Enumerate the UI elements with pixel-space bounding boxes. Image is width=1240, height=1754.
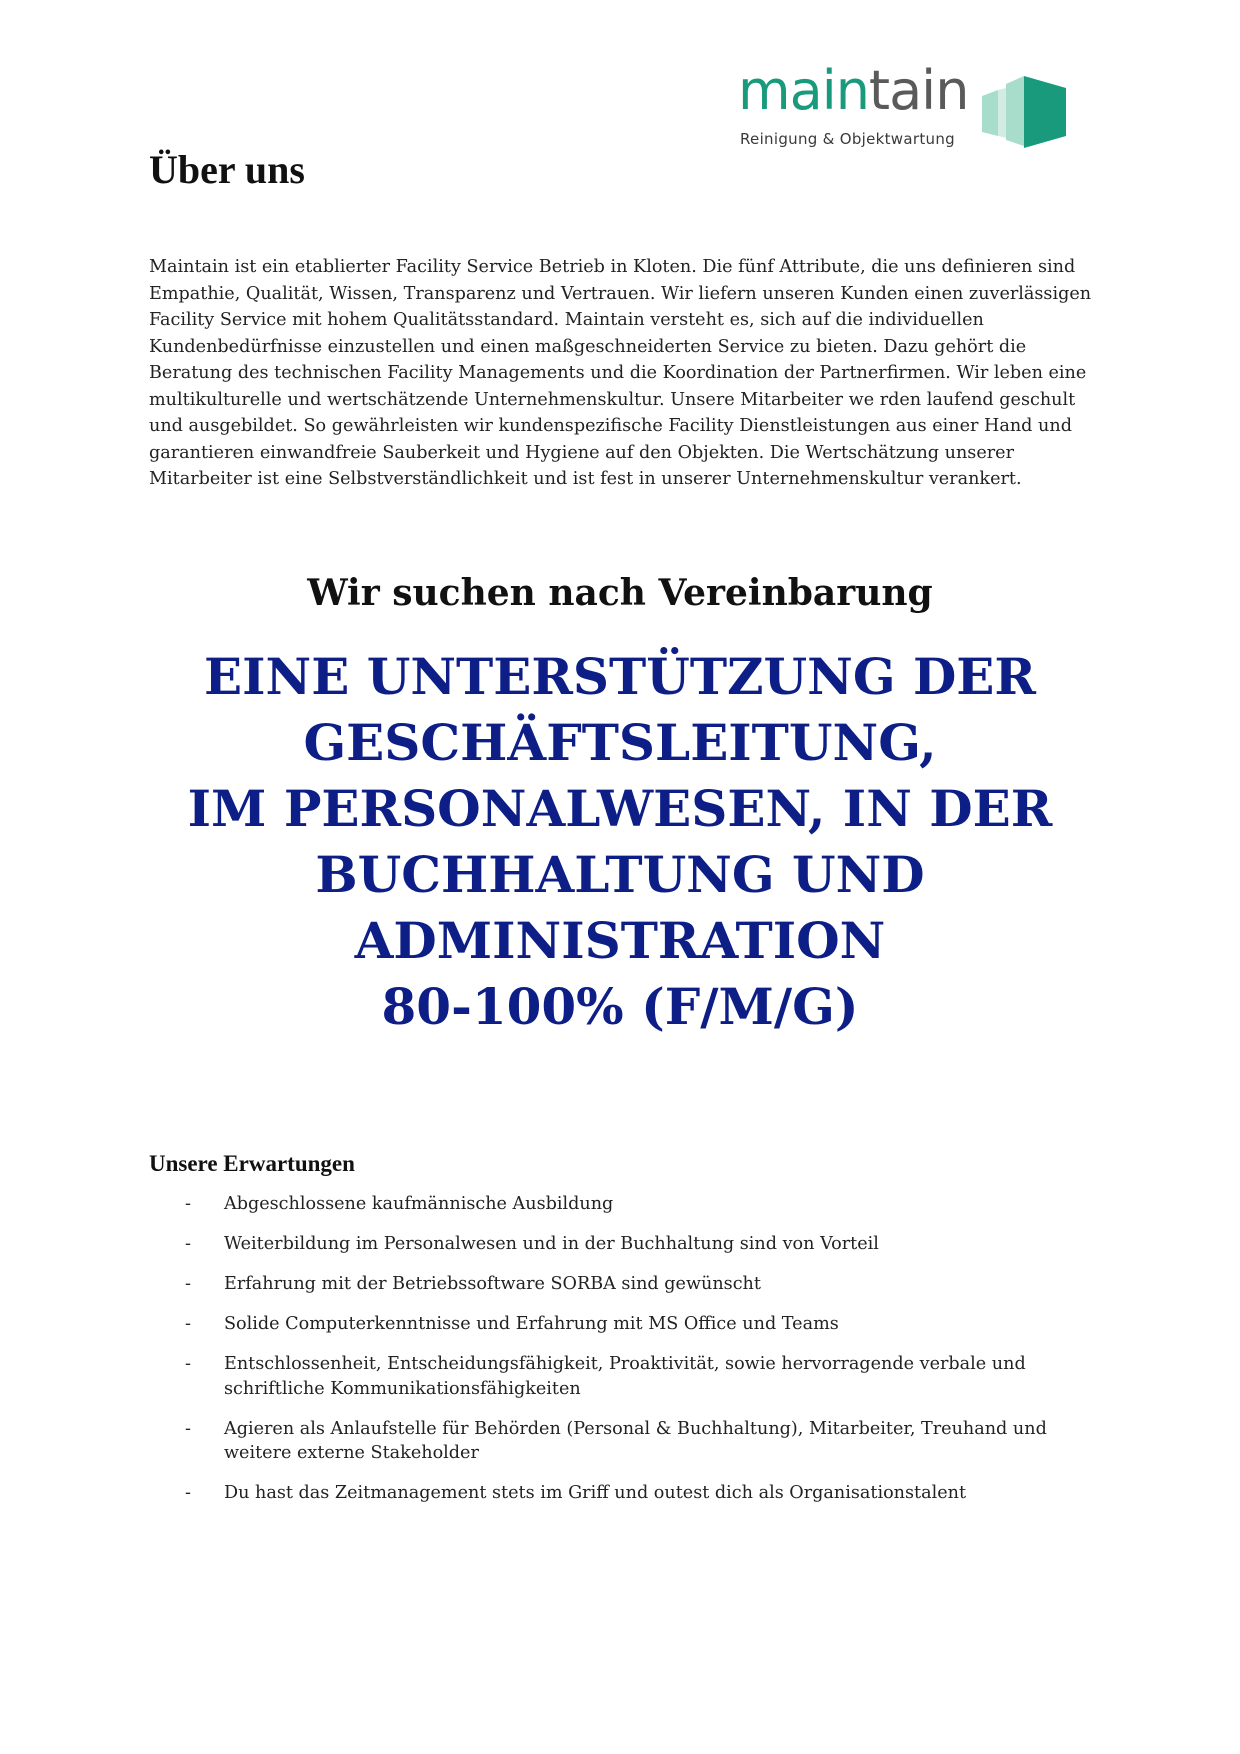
list-item-text: Solide Computerkenntnisse und Erfahrung mit MS Office und Teams <box>224 1314 839 1334</box>
about-heading: Über uns <box>149 147 305 192</box>
search-heading: Wir suchen nach Vereinbarung <box>307 572 933 614</box>
bullet-dash: - <box>185 1418 191 1439</box>
job-title-line: ADMINISTRATION <box>354 911 886 970</box>
list-item-text: Weiterbildung im Personalwesen und in der Buchhaltung sind von Vorteil <box>224 1234 879 1254</box>
job-title-line: 80-100% (F/M/G) <box>381 977 859 1036</box>
job-title-line: BUCHHALTUNG UND <box>315 845 925 904</box>
list-item <box>149 1417 1099 1466</box>
bullet-dash: - <box>185 1354 191 1374</box>
logo-wordmark <box>738 59 969 122</box>
job-title-line: IM PERSONALWESEN, IN DER <box>187 779 1053 838</box>
list-item-text: Agieren als Anlaufstelle für Behörden (Personal & Buchhaltung), Mitarbeiter, Treuhand und weitere externe Stakeholder <box>224 1418 1047 1463</box>
logo-word-tain: tain <box>868 59 969 122</box>
company-logo <box>738 59 1068 156</box>
about-text: Maintain ist ein etablierter Facility Service Betrieb in Kloten. Die fünf Attribute, die uns definieren sind Empathie, Qualität, Wissen, Transparenz und Vertrauen. Wir liefern unseren Kunden einen zuverlässigen Facility Service mit hohem Qualitätsstandard. Maintain versteht es, sich auf die individuellen Kundenbedürfnisse einzustellen und einen maßgeschneiderten Service zu bieten. Dazu gehört die Beratung des technischen Facility Managements und die Koordination der Partnerfirmen. Wir leben eine multikulturelle und wertschätzende Unternehmenskultur. Unsere Mitarbeiter we rden laufend geschult und ausgebildet. So gewährleisten wir kundenspezifische Facility Dienstleistungen aus einer Hand und garantieren einwandfreie Sauberkeit und Hygiene auf den Objekten. Die Wertschätzung unserer Mitarbeiter ist eine Selbstverständlichkeit und ist fest in unserer Unternehmenskultur verankert. <box>149 257 1092 489</box>
list-item-text: Abgeschlossene kaufmännische Ausbildung <box>224 1194 614 1214</box>
bullet-dash: - <box>185 1194 191 1214</box>
bullet-dash: - <box>185 1483 191 1503</box>
logo-word-main: main <box>738 59 869 122</box>
bullet-dash: - <box>185 1234 191 1254</box>
bullet-dash: - <box>185 1314 191 1334</box>
list-item <box>149 1481 1099 1506</box>
list-item <box>149 1272 1099 1297</box>
list-item-text: Entschlossenheit, Entscheidungsfähigkeit, Proaktivität, sowie hervorragende verbale und schriftliche Kommunikationsfähigkeiten <box>224 1354 1026 1399</box>
list-item-text: Erfahrung mit der Betriebssoftware SORBA sind gewünscht <box>224 1274 761 1294</box>
expectations-heading: Unsere Erwartungen <box>149 1151 355 1176</box>
logo-tagline: Reinigung & Objektwartung <box>740 130 955 148</box>
building-logo-icon <box>982 74 1066 150</box>
job-title-line: GESCHÄFTSLEITUNG, <box>303 713 937 772</box>
expectations-list <box>149 1192 1099 1521</box>
list-item-text: Du hast das Zeitmanagement stets im Griff und outest dich als Organisationstalent <box>224 1483 967 1503</box>
list-item <box>149 1352 1099 1401</box>
job-title-line: EINE UNTERSTÜTZUNG DER <box>204 647 1036 706</box>
list-item <box>149 1192 1099 1217</box>
list-item <box>149 1232 1099 1257</box>
list-item <box>149 1312 1099 1337</box>
bullet-dash: - <box>185 1274 191 1294</box>
job-title <box>0 644 1240 1040</box>
